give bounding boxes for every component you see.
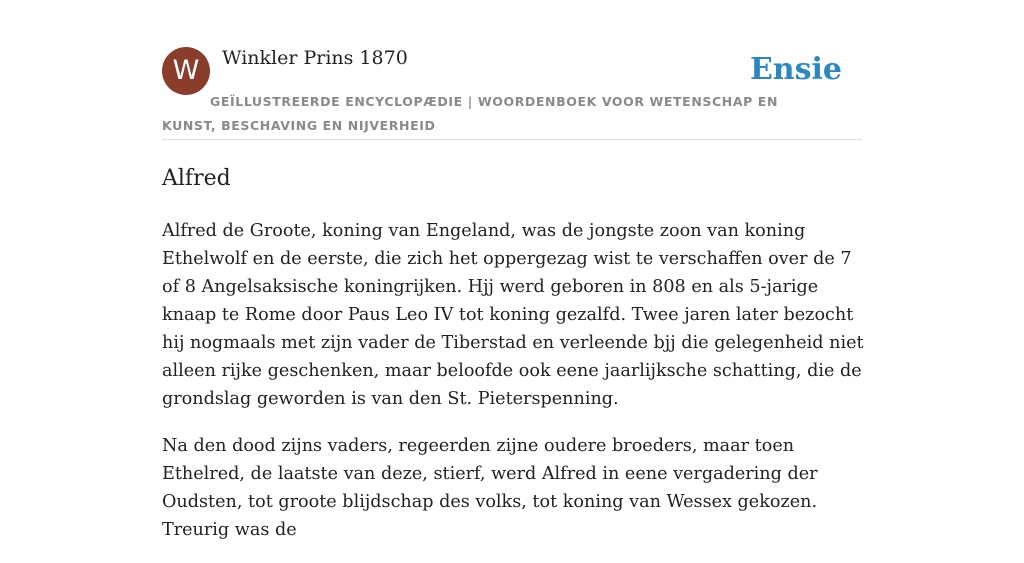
source-subtitle: GEÏLLUSTREERDE ENCYCLOPÆDIE | WOORDENBOEK VOOR WETENSCHAP EN KUNST, BESCHAVING EN NIJVERHEID: [162, 94, 779, 133]
source-avatar[interactable]: W: [162, 47, 210, 95]
article-title: Alfred: [162, 166, 231, 191]
source-title[interactable]: Winkler Prins 1870: [222, 47, 408, 69]
source-header: [162, 44, 862, 140]
article-paragraph-2: Na den dood zijns vaders, regeerden zijne oudere broeders, maar toen Ethelred, de laatste van deze, stierf, werd Alfred in eene vergadering der Oudsten, tot groote blijdschap des volks, tot koning van Wessex gekozen. Treurig was de: [162, 436, 818, 540]
article-paragraph-1: Alfred de Groote, koning van Engeland, was de jongste zoon van koning Ethelwolf en de eerste, die zich het oppergezag wist te verschaffen over de 7 of 8 Angelsaksische koningrijken. Hjj werd geboren in 808 en als 5-jarige knaap te Rome door Paus Leo IV tot koning gezalfd. Twee jaren later bezocht hij nogmaals met zijn vader de Tiberstad en verleende bjj die gelegenheid niet alleen rijke geschenken, maar beloofde ook eene jaarlijksche schatting, die de grondslag geworden is van den St. Pieterspenning.: [162, 221, 864, 409]
article: [162, 158, 864, 563]
ensie-logo-link[interactable]: Ensie: [749, 52, 842, 87]
